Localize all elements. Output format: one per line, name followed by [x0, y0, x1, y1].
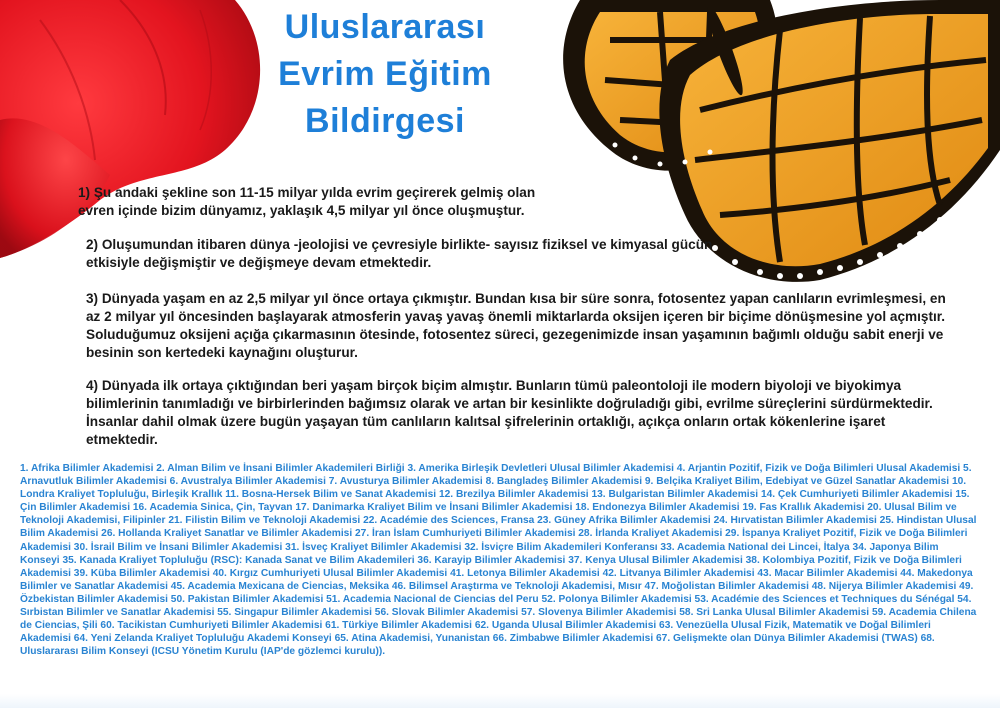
title-line-3: Bildirgesi — [305, 102, 465, 140]
paragraph-2: 2) Oluşumundan itibaren dünya -jeolojisi ve çevresiyle birlikte- sayısız fiziksel ve kimyasal gücün etkisiyle değişmiştir ve değişmeye devam etmektedir. — [86, 237, 713, 270]
title-line-1: Uluslararası — [284, 8, 486, 46]
paragraph-4: 4) Dünyada ilk ortaya çıktığından beri yaşam birçok biçim almıştır. Bunların tümü paleontoloji ile modern biyoloji ve biyokimya bilimlerinin tanımladığı ve birbirlerinden bağımsız olarak ve artan bir kesinlikte doğruladığı gibi, evrilme süreçlerini sürdürmektedir. İnsanlar dahil olmak üzere bugün yaşayan tüm canlıların kalıtsal şifrelerinin ortaklığı, açıkça onların ortak kökenlerine işaret etmektedir. — [86, 378, 933, 447]
title-line-2: Evrim Eğitim — [278, 55, 492, 93]
page-title — [235, 4, 535, 145]
paragraph-3: 3) Dünyada yaşam en az 2,5 milyar yıl önce ortaya çıkmıştır. Bundan kısa bir süre sonra, fotosentez yapan canlıların evrimleşmesi, en az 2 milyar yıl öncesinden başlayarak atmosferin yavaş yavaş önemli miktarlarda oksijen içeren bir biçime dönüşmesine yol açmıştır. Soluduğumuz oksijeni açığa çıkarmasının ötesinde, fotosentez süreci, gezegenimizde insan yaşamının bağımlı olduğu sabit enerji ve besinin son kertedeki kaynağını oluşturur. — [86, 291, 946, 360]
academies-list: 1. Afrika Bilimler Akademisi 2. Alman Bilim ve İnsani Bilimler Akademileri Birliği 3. Amerika Birleşik Devletleri Ulusal Bilimler Akademisi 4. Arjantin Pozitif, Fizik ve Doğa Bilimleri Ulusal Akademisi 5. Arnavutluk Bilimler Akademisi 6. Avustralya Bilimler Akademisi 7. Avusturya Bilimler Akademisi 8. Bangladeş Bilimler Akademisi 9. Belçika Kraliyet Bilim, Edebiyat ve Güzel Sanatlar Akademisi 10. Londra Kraliyet Topluluğu, Birleşik Krallık 11. Bosna-Hersek Bilim ve Sanat Akademisi 12. Brezilya Bilimler Akademisi 13. Bulgaristan Bilimler Akademisi 14. Çek Cumhuriyeti Bilimler Akademisi 15. Çin Bilimler Akademisi 16. Academia Sinica, Çin, Tayvan 17. Danimarka Kraliyet Bilim ve İnsani Bilimler Akademisi 18. Endonezya Bilimler Akademisi 19. Fas Krallık Akademisi 20. Ulusal Bilim ve Teknoloji Akademisi, Filipinler 21. Filistin Bilim ve Teknoloji Akademisi 22. Académie des Sciences, Fransa 23. Güney Afrika Bilimler Akademisi 24. Hırvatistan Bilimler Akademisi 25. Hindistan Ulusal Bilim Akademisi 26. Hollanda Kraliyet Sanatlar ve Bilimler Akademisi 27. İran İslam Cumhuriyeti Bilimler Akademisi 28. İrlanda Kraliyet Akademisi 29. İspanya Kraliyet Pozitif, Fizik ve Doğa Bilimleri Akademisi 30. İsrail Bilim ve İnsani Bilimler Akademisi 31. İsveç Kraliyet Bilimler Akademisi 32. İsviçre Bilim Akademileri Konferansı 33. Academia National dei Lincei, İtalya 34. Japonya Bilim Konseyi 35. Kanada Kraliyet Topluluğu (RSC): Kanada Sanat ve Bilim Akademileri 36. Karayip Bilimler Akademisi 37. Kenya Ulusal Bilimler Akademisi 38. Kolombiya Pozitif, Fizik ve Doğa Bilimleri Akademisi 39. Küba Bilimler Akademisi 40. Kırgız Cumhuriyeti Ulusal Bilimler Akademisi 41. Letonya Bilimler Akademisi 42. Litvanya Bilimler Akademisi 43. Macar Bilimler Akademisi 44. Makedonya Bilimler ve Sanatlar Akademisi 45. Academia Mexicana de Ciencias, Meksika 46. Bilimsel Araştırma ve Teknoloji Akademisi, Mısır 47. Moğolistan Bilimler Akademisi 48. Nijerya Bilimler Akademisi 49. Özbekistan Bilimler Akademisi 50. Pakistan Bilimler Akademisi 51. Academia Nacional de Ciencias del Peru 52. Polonya Bilimler Akademisi 53. Académie des Sciences et Techniques du Sénégal 54. Sırbistan Bilimler ve Sanatlar Akademisi 55. Singapur Bilimler Akademisi 56. Slovak Bilimler Akademisi 57. Slovenya Bilimler Akademisi 58. Sri Lanka Ulusal Bilimler Akademisi 59. Academia Chilena de Ciencias, Şili 60. Tacikistan Cumhuriyeti Bilimler Akademisi 61. Türkiye Bilimler Akademisi 62. Uganda Ulusal Bilimler Akademisi 63. Venezüella Ulusal Fizik, Matematik ve Doğal Bilimleri Akademisi 64. Yeni Zelanda Kraliyet Topluluğu Akademi Konseyi 65. Atina Akademisi, Yunanistan 66. Zimbabwe Bilimler Akademisi 67. Gelişmekte olan Dünya Bilimler Akademisi (TWAS) 68. Uluslararası Bilim Konseyi (ICSU Yönetim Kurulu (IAP'de gözlemci kurulu)). — [20, 463, 977, 658]
paragraph-1: 1) Şu andaki şekline son 11-15 milyar yılda evrim geçirerek gelmiş olan evren içinde bizim dünyamız, yaklaşık 4,5 milyar yıl önce oluşmuştur. — [78, 185, 536, 218]
bottom-strip — [0, 694, 1000, 708]
